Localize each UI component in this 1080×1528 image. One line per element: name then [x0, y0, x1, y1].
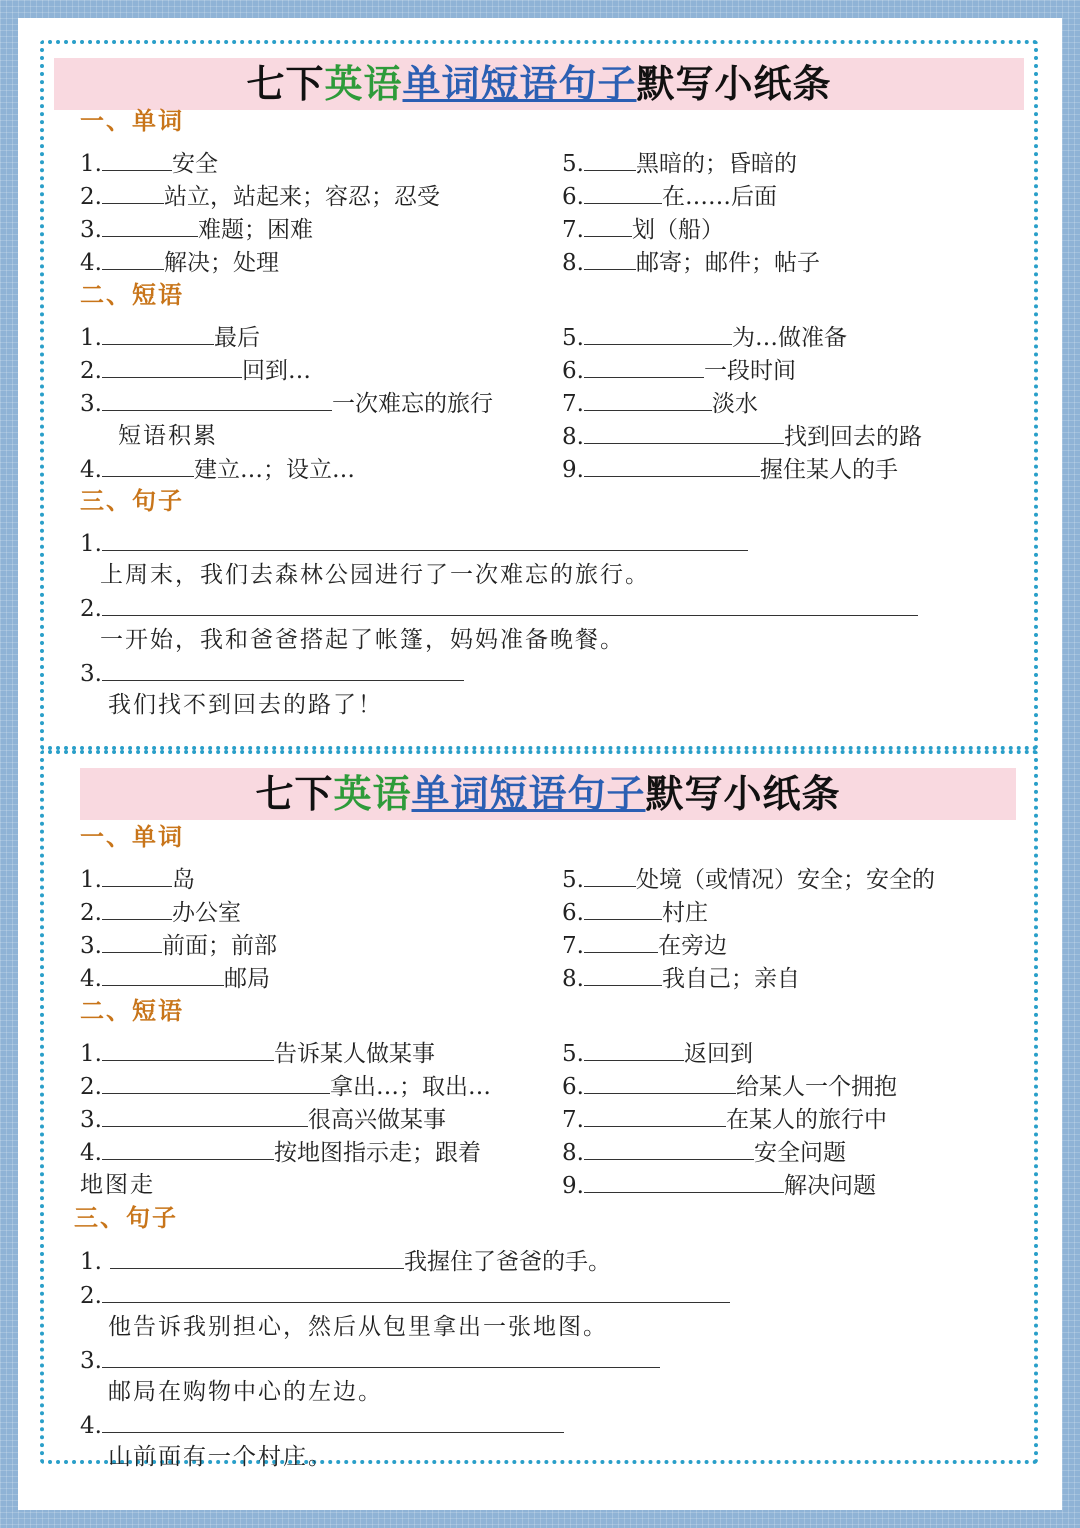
answer-blank[interactable] — [102, 864, 172, 887]
sentence-answer-line: 1. 我握住了爸爸的手。 — [80, 1246, 611, 1277]
list-item: 8. 邮寄；邮件；帖子 — [562, 247, 820, 278]
answer-blank[interactable] — [102, 1410, 564, 1433]
answer-blank[interactable] — [102, 658, 464, 681]
answer-blank[interactable] — [102, 1137, 274, 1160]
title-suffix: 默写小纸条 — [636, 62, 832, 106]
list-item: 1. 安全 — [80, 148, 218, 179]
answer-blank[interactable] — [102, 897, 172, 920]
answer-blank[interactable] — [584, 1071, 736, 1094]
sentence-prompt: 邮局在购物中心的左边。 — [108, 1379, 383, 1405]
section-heading-phrases: 二、短语 — [80, 280, 184, 309]
list-item: 9. 握住某人的手 — [562, 454, 898, 485]
answer-blank[interactable] — [584, 247, 636, 270]
list-item: 2. 站立，站起来；容忍；忍受 — [80, 181, 440, 212]
answer-blank[interactable] — [102, 214, 198, 237]
list-item: 8. 找到回去的路 — [562, 421, 922, 452]
answer-blank[interactable] — [102, 930, 162, 953]
dictation-card-2 — [40, 750, 1038, 1470]
sentence-prompt: 一开始，我和爸爸搭起了帐篷，妈妈准备晚餐。 — [100, 627, 625, 653]
list-item: 6. 一段时间 — [562, 355, 796, 386]
list-item: 2. 拿出…；取出… — [80, 1071, 491, 1102]
answer-blank[interactable] — [584, 388, 712, 411]
answer-blank[interactable] — [584, 1170, 784, 1193]
list-item: 6. 在……后面 — [562, 181, 777, 212]
list-item: 3. 很高兴做某事 — [80, 1104, 446, 1135]
answer-blank[interactable] — [102, 593, 918, 616]
worksheet-page — [18, 18, 1062, 1510]
list-item: 4. 建立…；设立… — [80, 454, 355, 485]
list-item: 4. 按地图指示走；跟着 — [80, 1137, 481, 1168]
list-item: 7. 淡水 — [562, 388, 758, 419]
answer-blank[interactable] — [110, 1246, 404, 1269]
answer-blank[interactable] — [584, 963, 662, 986]
section-heading-phrases: 二、短语 — [80, 996, 184, 1025]
answer-blank[interactable] — [102, 1038, 274, 1061]
section-heading-sentences: 三、句子 — [74, 1203, 178, 1232]
list-item: 7. 划（船） — [562, 214, 724, 245]
answer-blank[interactable] — [102, 1071, 330, 1094]
answer-blank[interactable] — [584, 897, 662, 920]
list-item: 3. 前面；前部 — [80, 930, 277, 961]
answer-blank[interactable] — [584, 930, 658, 953]
list-item: 9. 解决问题 — [562, 1170, 876, 1201]
answer-blank[interactable] — [102, 148, 172, 171]
list-item: 5. 处境（或情况）安全；安全的 — [562, 864, 935, 895]
list-item: 8. 安全问题 — [562, 1137, 846, 1168]
answer-blank[interactable] — [102, 454, 194, 477]
answer-blank[interactable] — [102, 528, 748, 551]
answer-blank[interactable] — [102, 181, 164, 204]
sentence-prompt: 我们找不到回去的路了！ — [108, 692, 383, 718]
list-item: 1. 岛 — [80, 864, 195, 895]
answer-blank[interactable] — [584, 454, 760, 477]
sentence-prompt: 他告诉我别担心，然后从包里拿出一张地图。 — [108, 1314, 608, 1340]
note-text: 地图走 — [80, 1172, 155, 1198]
list-item: 7. 在某人的旅行中 — [562, 1104, 887, 1135]
answer-blank[interactable] — [102, 1280, 730, 1303]
answer-blank[interactable] — [102, 247, 164, 270]
sentence-answer-line: 2. — [80, 593, 918, 624]
answer-blank[interactable] — [584, 181, 662, 204]
answer-blank[interactable] — [102, 388, 332, 411]
answer-blank[interactable] — [584, 1137, 754, 1160]
sentence-answer-line: 4. — [80, 1410, 564, 1441]
note-text: 短语积累 — [118, 423, 218, 449]
list-item: 1. 最后 — [80, 322, 260, 353]
list-item: 4. 解决；处理 — [80, 247, 279, 278]
list-item: 3. 一次难忘的旅行 — [80, 388, 493, 419]
sentence-answer-line: 1. — [80, 528, 748, 559]
list-item: 5. 为…做准备 — [562, 322, 847, 353]
answer-blank[interactable] — [584, 1104, 726, 1127]
answer-blank[interactable] — [584, 1038, 684, 1061]
answer-blank[interactable] — [102, 1345, 660, 1368]
answer-blank[interactable] — [102, 355, 242, 378]
answer-blank[interactable] — [102, 963, 224, 986]
title-topic: 单词短语句子 — [411, 772, 646, 816]
list-item: 7. 在旁边 — [562, 930, 727, 961]
answer-blank[interactable] — [102, 322, 214, 345]
list-item: 1. 告诉某人做某事 — [80, 1038, 435, 1069]
sentence-answer-line: 3. — [80, 658, 464, 689]
answer-blank[interactable] — [584, 148, 636, 171]
list-item: 2. 回到… — [80, 355, 311, 386]
sentence-prompt: 上周末，我们去森林公园进行了一次难忘的旅行。 — [100, 562, 650, 588]
title-suffix: 默写小纸条 — [645, 772, 841, 816]
card-title — [80, 768, 1016, 820]
answer-blank[interactable] — [102, 1104, 308, 1127]
list-item: 5. 黑暗的；昏暗的 — [562, 148, 797, 179]
section-heading-words: 一、单词 — [80, 106, 184, 135]
list-item: 2. 办公室 — [80, 897, 241, 928]
answer-blank[interactable] — [584, 322, 732, 345]
title-grade: 七下 — [246, 62, 325, 106]
card-title — [54, 58, 1024, 110]
title-subject: 英语 — [333, 772, 412, 816]
title-grade: 七下 — [255, 772, 334, 816]
list-item: 4. 邮局 — [80, 963, 270, 994]
title-topic: 单词短语句子 — [402, 62, 637, 106]
sentence-prompt: 山前面有一个村庄。 — [108, 1444, 333, 1470]
answer-blank[interactable] — [584, 864, 636, 887]
list-item: 6. 给某人一个拥抱 — [562, 1071, 897, 1102]
list-item: 6. 村庄 — [562, 897, 708, 928]
section-heading-words: 一、单词 — [80, 822, 184, 851]
list-item: 8. 我自己；亲自 — [562, 963, 800, 994]
sentence-answer-line: 3. — [80, 1345, 660, 1376]
dictation-card-1 — [40, 40, 1038, 750]
section-heading-sentences: 三、句子 — [80, 486, 184, 515]
title-subject: 英语 — [324, 62, 403, 106]
sentence-answer-line: 2. — [80, 1280, 730, 1311]
answer-blank[interactable] — [584, 214, 632, 237]
list-item: 5. 返回到 — [562, 1038, 753, 1069]
answer-blank[interactable] — [584, 421, 784, 444]
list-item: 3. 难题；困难 — [80, 214, 313, 245]
answer-blank[interactable] — [584, 355, 704, 378]
